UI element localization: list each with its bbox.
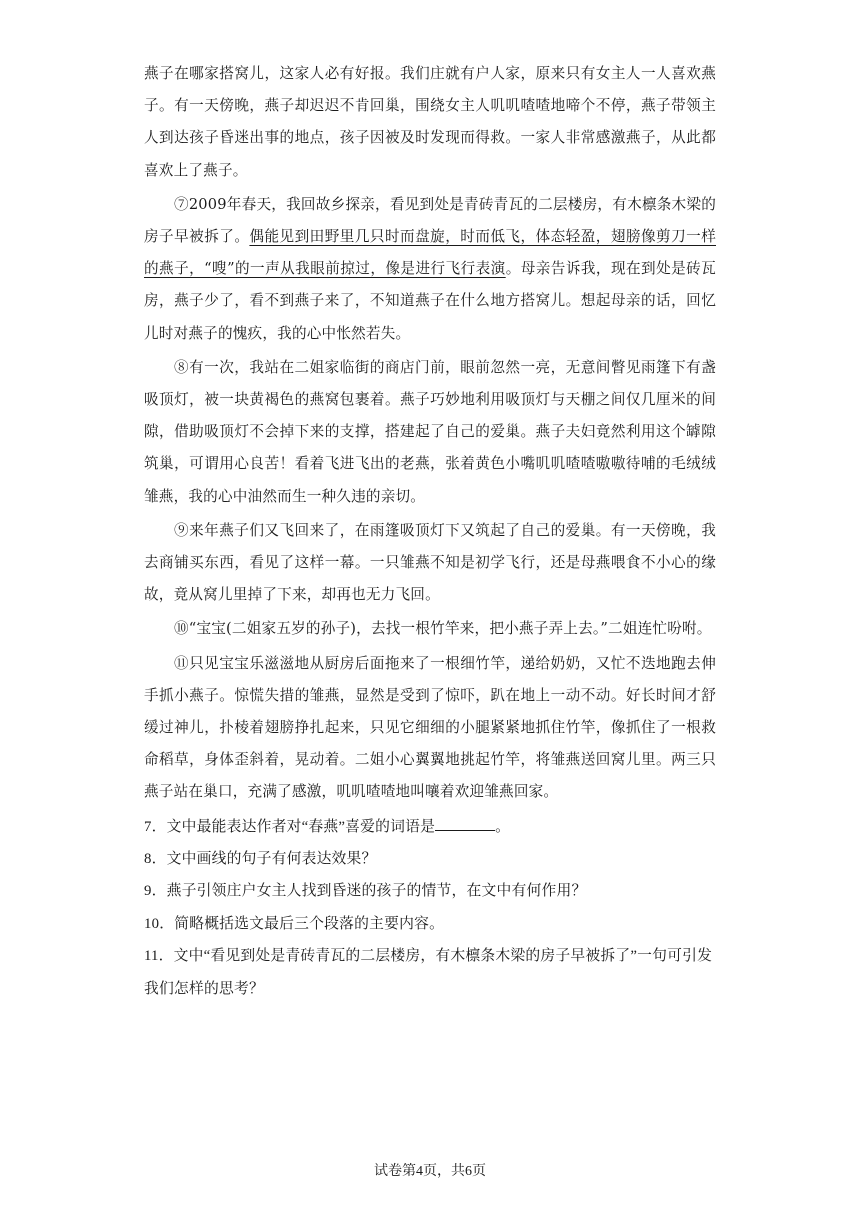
passage-paragraph-11: ⑪只见宝宝乐滋滋地从厨房后面拖来了一根细竹竿，递给奶奶，又忙不迭地跑去伸手抓小燕子。惊慌失措的雏燕，显然是受到了惊吓，趴在地上一动不动。好长时间才舒缓过神儿，扑棱着翅膀挣扎起来，只见它细细的小腿紧紧地抓住竹竿，像抓住了一根救命稻草，身体歪斜着，晃动着。二姐小心翼翼地挑起竹竿，将雏燕送回窝儿里。两三只燕子站在巢口，充满了感激，叽叽喳喳地叫嚷着欢迎雏燕回家。 [144, 654, 716, 801]
exam-page-content [144, 58, 716, 1005]
page-number-label: 试卷第4页，共6页 [374, 1164, 486, 1179]
question-7 [144, 811, 716, 843]
page-footer [0, 1160, 860, 1180]
paragraph-7-text-end: 。母亲告诉我，现在到处是砖瓦房，燕子少了，看不到燕子来了，不知道燕子在什么地方搭窝儿。想起母亲的话，回忆儿时对燕子的愧疚，我的心中怅然若失。 [144, 260, 716, 342]
paragraph-7-text-start: ⑦2009年春天，我回故乡探亲，看见到处是青砖青瓦的二层楼房，有木檩条木梁的房子早被拆了。 [144, 195, 716, 246]
passage-paragraph-7 [144, 189, 716, 350]
question-7-text: 7．文中最能表达作者对“春燕”喜爱的词语是 [144, 818, 436, 835]
answer-blank[interactable] [435, 816, 495, 831]
passage-paragraph-6-continued: 燕子在哪家搭窝儿，这家人必有好报。我们庄就有户人家，原来只有女主人一人喜欢燕子。有一天傍晚，燕子却迟迟不肯回巢，围绕女主人叽叽喳喳地啼个不停，燕子带领主人到达孩子昏迷出事的地点，孩子因被及时发现而得救。一家人非常感激燕子，从此都喜欢上了燕子。 [144, 65, 716, 179]
question-9: 9．燕子引领庄户女主人找到昏迷的孩子的情节，在文中有何作用？ [144, 883, 587, 900]
passage-paragraph-8: ⑧有一次，我站在二姐家临街的商店门前，眼前忽然一亮，无意间瞥见雨篷下有盏吸顶灯，被一块黄褐色的燕窝包裹着。燕子巧妙地利用吸顶灯与天棚之间仅几厘米的间隙，借助吸顶灯不会掉下来的支撑，搭建起了自己的爱巢。燕子夫妇竟然利用这个罅隙筑巢，可谓用心良苦！看着飞进飞出的老燕，张着黄色小嘴叽叽喳喳嗷嗷待哺的毛绒绒雏燕，我的心中油然而生一种久违的亲切。 [144, 358, 716, 505]
passage-paragraph-9: ⑨来年燕子们又飞回来了，在雨篷吸顶灯下又筑起了自己的爱巢。有一天傍晚，我去商铺买东西，看见了这样一幕。一只雏燕不知是初学飞行，还是母燕喂食不小心的缘故，竟从窝儿里掉了下来，却再也无力飞回。 [144, 521, 716, 604]
underlined-sentence: 偶能见到田野里几只时而盘旋，时而低飞，体态轻盈，翅膀像剪刀一样的燕子，“嗖”的一声从我眼前掠过，像是进行飞行表演 [144, 228, 716, 278]
question-7-end: 。 [495, 818, 511, 835]
question-8: 8．文中画线的句子有何表达效果？ [144, 851, 377, 868]
question-11: 11．文中“看见到处是青砖青瓦的二层楼房，有木檩条木梁的房子早被拆了”一句可引发我们怎样的思考？ [144, 948, 713, 997]
passage-paragraph-10: ⑩“宝宝(二姐家五岁的孙子)，去找一根竹竿来，把小燕子弄上去。”二姐连忙吩咐。 [174, 620, 712, 638]
question-10: 10．简略概括选文最后三个段落的主要内容。 [144, 915, 445, 932]
